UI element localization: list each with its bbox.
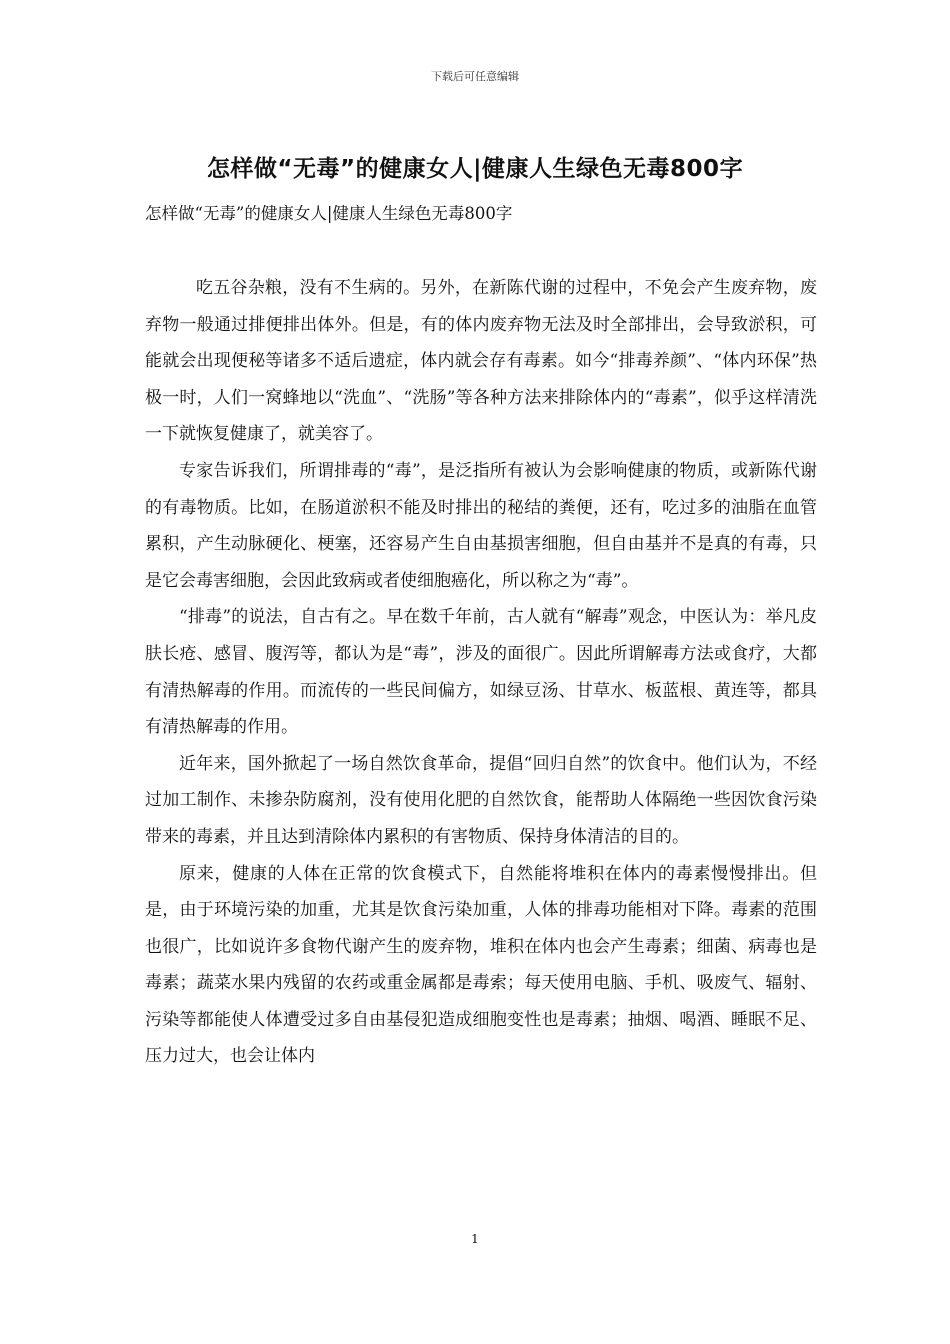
- document-subtitle: 怎样做“无毒”的健康女人|健康人生绿色无毒800字: [145, 204, 513, 223]
- document-title: 怎样做“无毒”的健康女人|健康人生绿色无毒800字: [206, 156, 744, 182]
- document-body: [145, 270, 817, 1075]
- page-number: 1: [471, 1232, 479, 1246]
- paragraph: 吃五谷杂粮，没有不生病的。另外，在新陈代谢的过程中，不免会产生废弃物，废弃物一般通过排便排出体外。但是，有的体内废弃物无法及时全部排出，会导致淤积，可能就会出现便秘等诸多不适后遗症，体内就会存有毒素。如今“排毒养颜”、“体内环保”热极一时，人们一窝蜂地以“洗血”、“洗肠”等各种方法来排除体内的“毒素”，似乎这样清洗一下就恢复健康了，就美容了。: [145, 278, 817, 445]
- paragraph: 原来，健康的人体在正常的饮食模式下，自然能将堆积在体内的毒素慢慢排出。但是，由于环境污染的加重，尤其是饮食污染加重，人体的排毒功能相对下降。毒素的范围也很广，比如说许多食物代谢产生的废弃物，堆积在体内也会产生毒素；细菌、病毒也是毒素；蔬菜水果内残留的农药或重金属都是毒索；每天使用电脑、手机、吸废气、辐射、污染等都能使人体遭受过多自由基侵犯造成细胞变性也是毒素；抽烟、喝酒、睡眠不足、压力过大，也会让体内: [145, 863, 817, 1067]
- paragraph: 近年来，国外掀起了一场自然饮食革命，提倡“回归自然”的饮食中。他们认为，不经过加工制作、未掺杂防腐剂，没有使用化肥的自然饮食，能帮助人体隔绝一些因饮食污染带来的毒素，并且达到清除体内累积的有害物质、保持身体清洁的目的。: [145, 753, 817, 847]
- paragraph: “排毒”的说法，自古有之。早在数千年前，古人就有“解毒”观念，中医认为：举凡皮肤长疮、感冒、腹泻等，都认为是“毒”，涉及的面很广。因此所谓解毒方法或食疗，大都有清热解毒的作用。而流传的一些民间偏方，如绿豆汤、甘草水、板蓝根、黄连等，都具有清热解毒的作用。: [145, 607, 817, 738]
- header-note: 下载后可任意编辑: [431, 70, 519, 83]
- paragraph: 专家告诉我们，所谓排毒的“毒”，是泛指所有被认为会影响健康的物质，或新陈代谢的有毒物质。比如，在肠道淤积不能及时排出的秘结的粪便，还有，吃过多的油脂在血管累积，产生动脉硬化、梗塞，还容易产生自由基损害细胞，但自由基并不是真的有毒，只是它会毒害细胞，会因此致病或者使细胞癌化，所以称之为“毒”。: [145, 460, 817, 591]
